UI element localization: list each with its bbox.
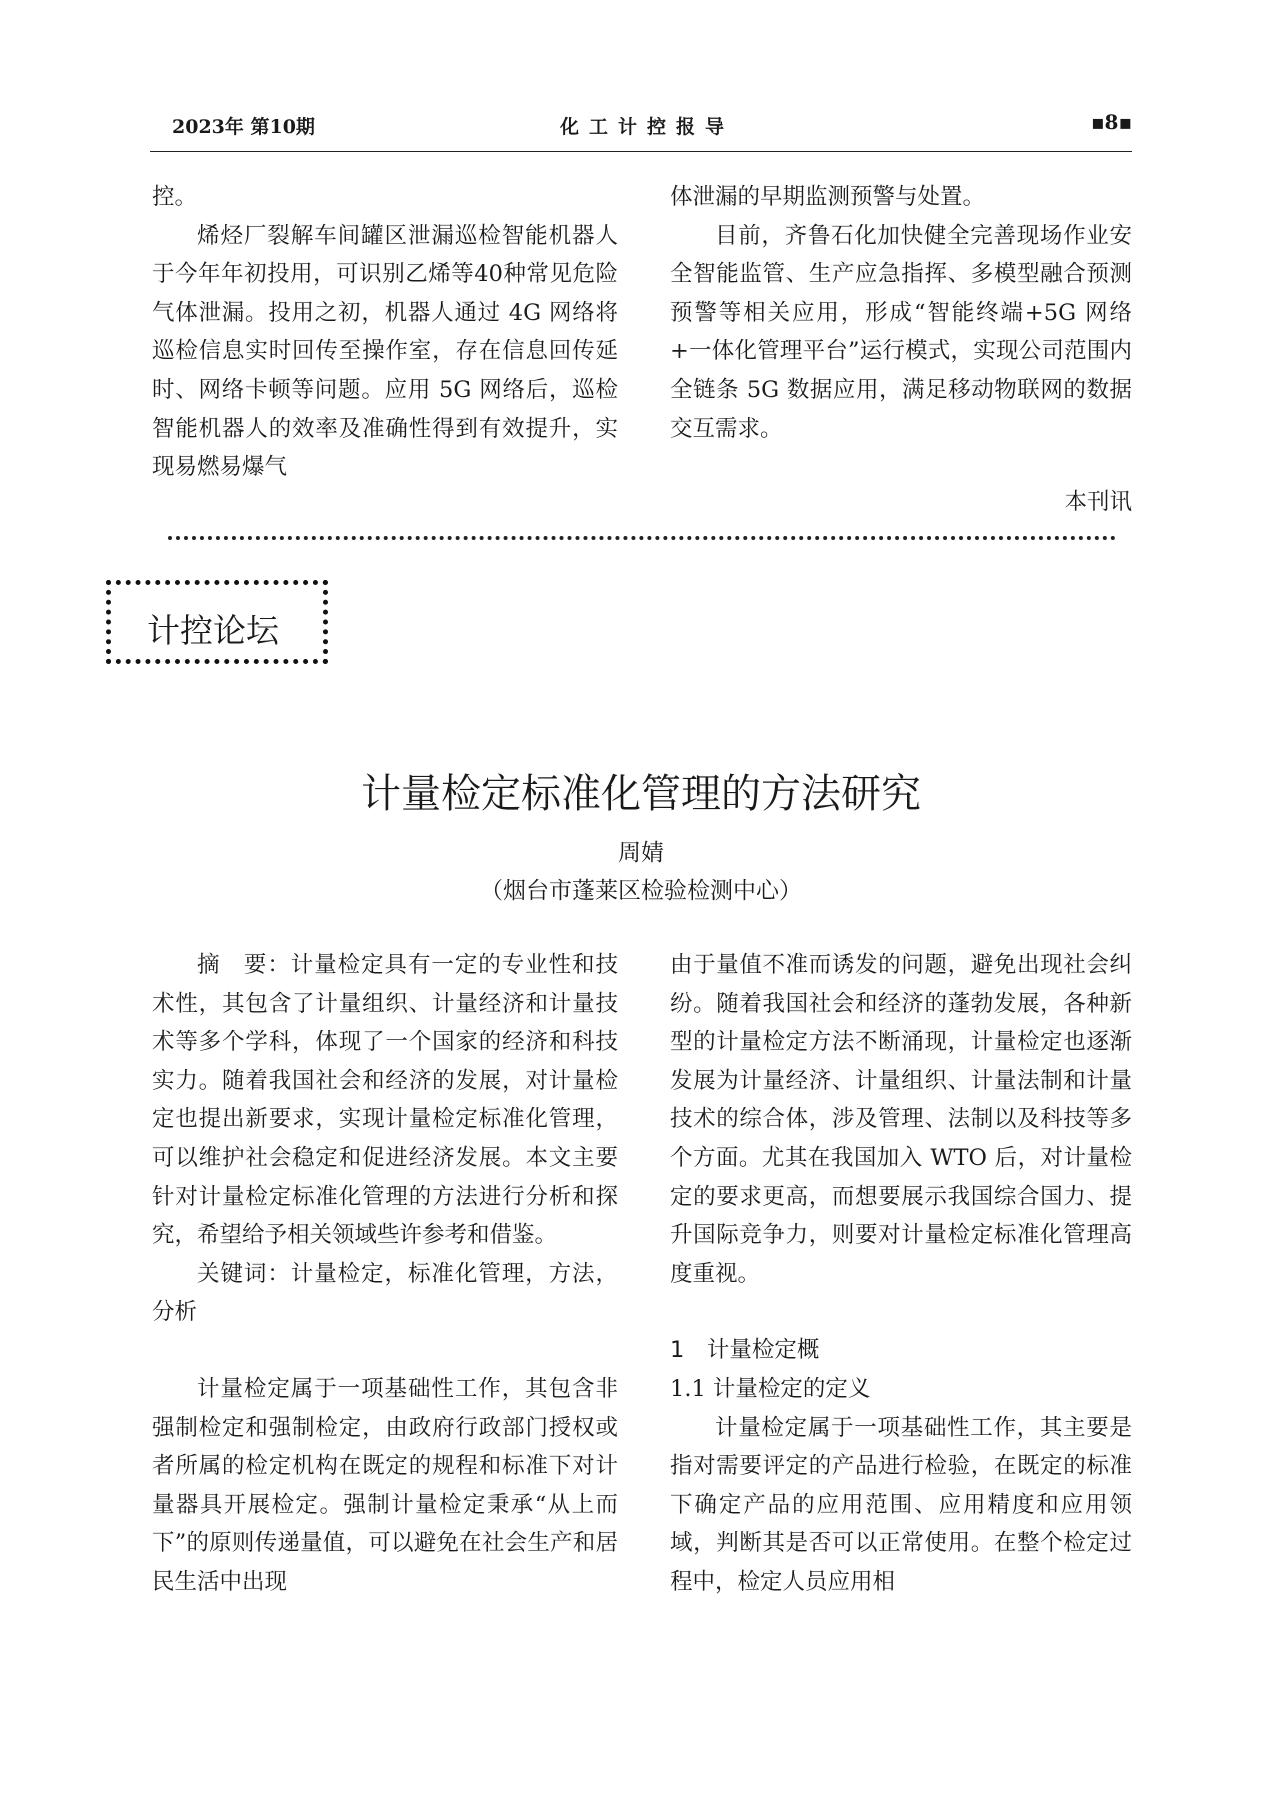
article-right-column	[670, 946, 1132, 1602]
section-label: 计控论坛	[147, 611, 279, 650]
paragraph: 烯烃厂裂解车间罐区泄漏巡检智能机器人于今年年初投用，可识别乙烯等40种常见危险气体泄漏。投用之初，机器人通过 4G 网络将巡检信息实时回传至操作室，存在信息回传延时、网络卡顿等问题。应用 5G 网络后，巡检智能机器人的效率及准确性得到有效提升，实现易燃易爆气	[152, 222, 618, 481]
section-1-1-text: 计量检定属于一项基础性工作，其主要是指对需要评定的产品进行检验，在既定的标准下确定产品的应用范围、应用精度和应用领域，判断其是否可以正常使用。在整个检定过程中，检定人员应用相	[670, 1414, 1132, 1595]
top-article-right-column	[670, 178, 1132, 448]
article-left-column	[152, 946, 618, 1602]
journal-name: 化工计控报导	[560, 116, 735, 138]
section-1-1-heading: 1.1 计量检定的定义	[670, 1375, 871, 1402]
paragraph: 目前，齐鲁石化加快健全完善现场作业安全智能监管、生产应急指挥、多模型融合预测预警等相关应用，形成“智能终端+5G 网络+一体化管理平台”运行模式，实现公司范围内全链条 5G 数据应用，满足移动物联网的数据交互需求。	[670, 222, 1132, 442]
paragraph: 体泄漏的早期监测预警与处置。	[670, 184, 986, 210]
section-tag	[106, 580, 328, 664]
issue-label: 2023年 第10期	[172, 116, 315, 138]
news-source: 本刊讯	[1064, 489, 1132, 515]
paragraph: 控。	[152, 184, 198, 210]
page-number: ▪8▪	[1090, 110, 1132, 134]
section-1-heading: 1 计量检定概	[670, 1337, 820, 1364]
abstract: 摘 要：计量检定具有一定的专业性和技术性，其包含了计量组织、计量经济和计量技术等多个学科，体现了一个国家的经济和科技实力。随着我国社会和经济的发展，对计量检定也提出新要求，实现计量检定标准化管理，可以维护社会稳定和促进经济发展。本文主要针对计量检定标准化管理的方法进行分析和探究，希望给予相关领域些许参考和借鉴。	[152, 952, 618, 1249]
article-affiliation: （烟台市蓬莱区检验检测中心）	[480, 878, 802, 904]
article-title: 计量检定标准化管理的方法研究	[361, 771, 921, 817]
keywords: 关键词：计量检定，标准化管理，方法，分析	[152, 1260, 618, 1326]
article-author: 周婧	[618, 840, 664, 866]
running-header	[150, 108, 1132, 142]
top-article-left-column	[152, 178, 618, 487]
header-rule	[150, 151, 1132, 152]
intro-paragraph: 计量检定属于一项基础性工作，其包含非强制检定和强制检定，由政府行政部门授权或者所属的检定机构在既定的规程和标准下对计量器具开展检定。强制计量检定秉承“从上而下”的原则传递量值，可以避免在社会生产和居民生活中出现	[152, 1375, 618, 1595]
dotted-divider	[168, 536, 1116, 540]
intro-paragraph-continued: 由于量值不准而诱发的问题，避免出现社会纠纷。随着我国社会和经济的蓬勃发展，各种新型的计量检定方法不断涌现，计量检定也逐渐发展为计量经济、计量组织、计量法制和计量技术的综合体，涉及管理、法制以及科技等多个方面。尤其在我国加入 WTO 后，对计量检定的要求更高，而想要展示我国综合国力、提升国际竞争力，则要对计量检定标准化管理高度重视。	[670, 952, 1132, 1287]
